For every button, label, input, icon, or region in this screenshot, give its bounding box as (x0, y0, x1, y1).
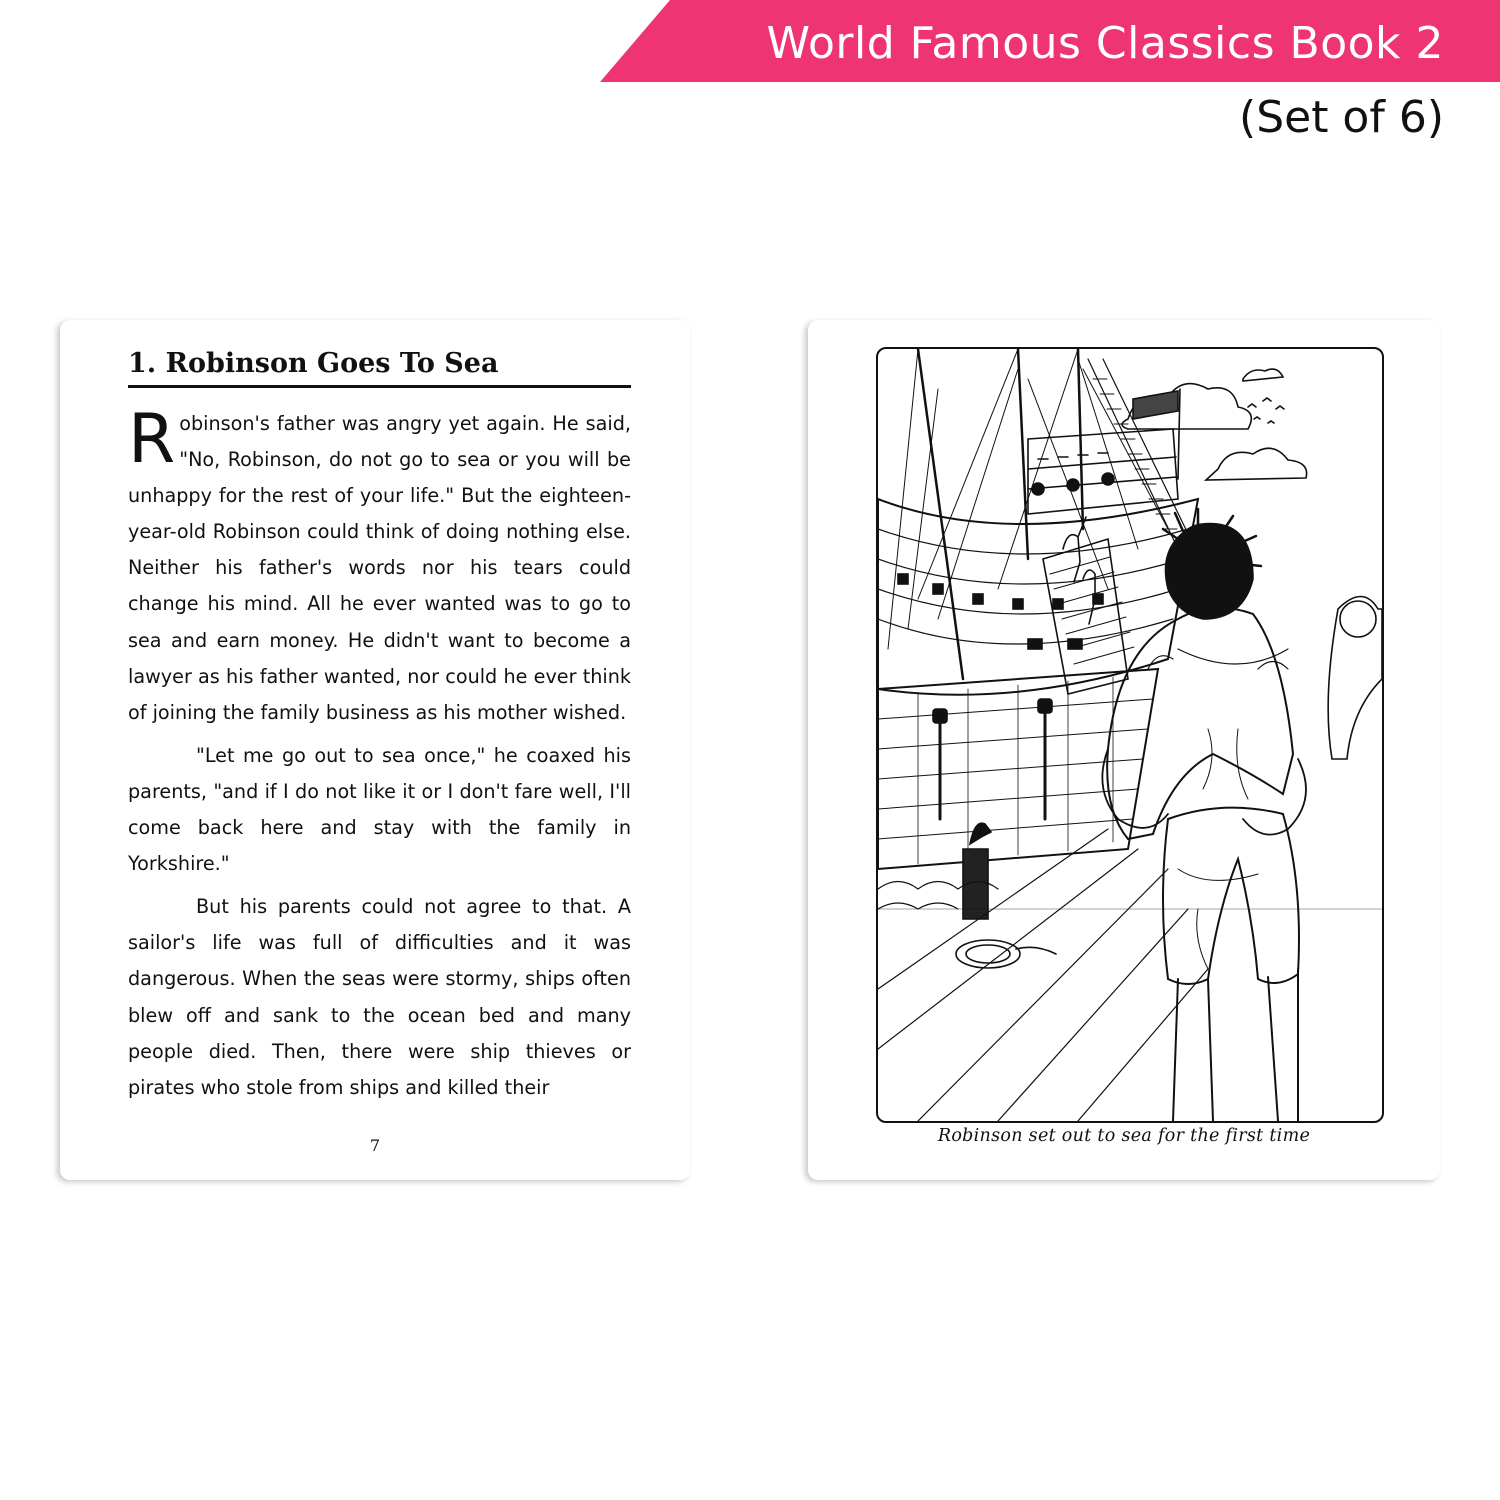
left-book-page (60, 320, 690, 1180)
set-label: (Set of 6) (1239, 92, 1444, 143)
drop-cap: R (128, 400, 176, 479)
paragraph-1-text: obinson's father was angry yet again. He said, "No, Robinson, do not go to sea or you will be unhappy for the rest of your life." But the eighteen-year-old Robinson could think of doing nothing else. Neither his father's words nor his tears could change his mind. All he ever wanted was to go to sea and earn money. He didn't want to become a lawyer as his father wanted, nor could he ever think of joining the family business as his mother wished. (128, 412, 631, 724)
page-number: 7 (369, 1136, 381, 1155)
chapter-title: 1. Robinson Goes To Sea (128, 348, 631, 388)
paragraph-2: "Let me go out to sea once," he coaxed his parents, "and if I do not like it or I don't fare well, I'll come back here and stay with the family in Yorkshire." (128, 743, 631, 876)
ship-and-sailor-illustration (876, 347, 1384, 1123)
right-book-page (808, 320, 1440, 1180)
illustration-drawing (878, 349, 1382, 1121)
chapter-text (128, 400, 631, 1106)
banner-title: World Famous Classics Book 2 (766, 18, 1444, 69)
paragraph-1 (128, 400, 631, 731)
illustration-caption: Robinson set out to sea for the first time (937, 1126, 1311, 1146)
paragraph-3: But his parents could not agree to that. A sailor's life was full of difficulties and it was dangerous. When the seas were stormy, ships often blew off and sank to the ocean bed and many people died. Then, there were ship thieves or pirates who stole from ships and killed their (128, 895, 631, 1099)
